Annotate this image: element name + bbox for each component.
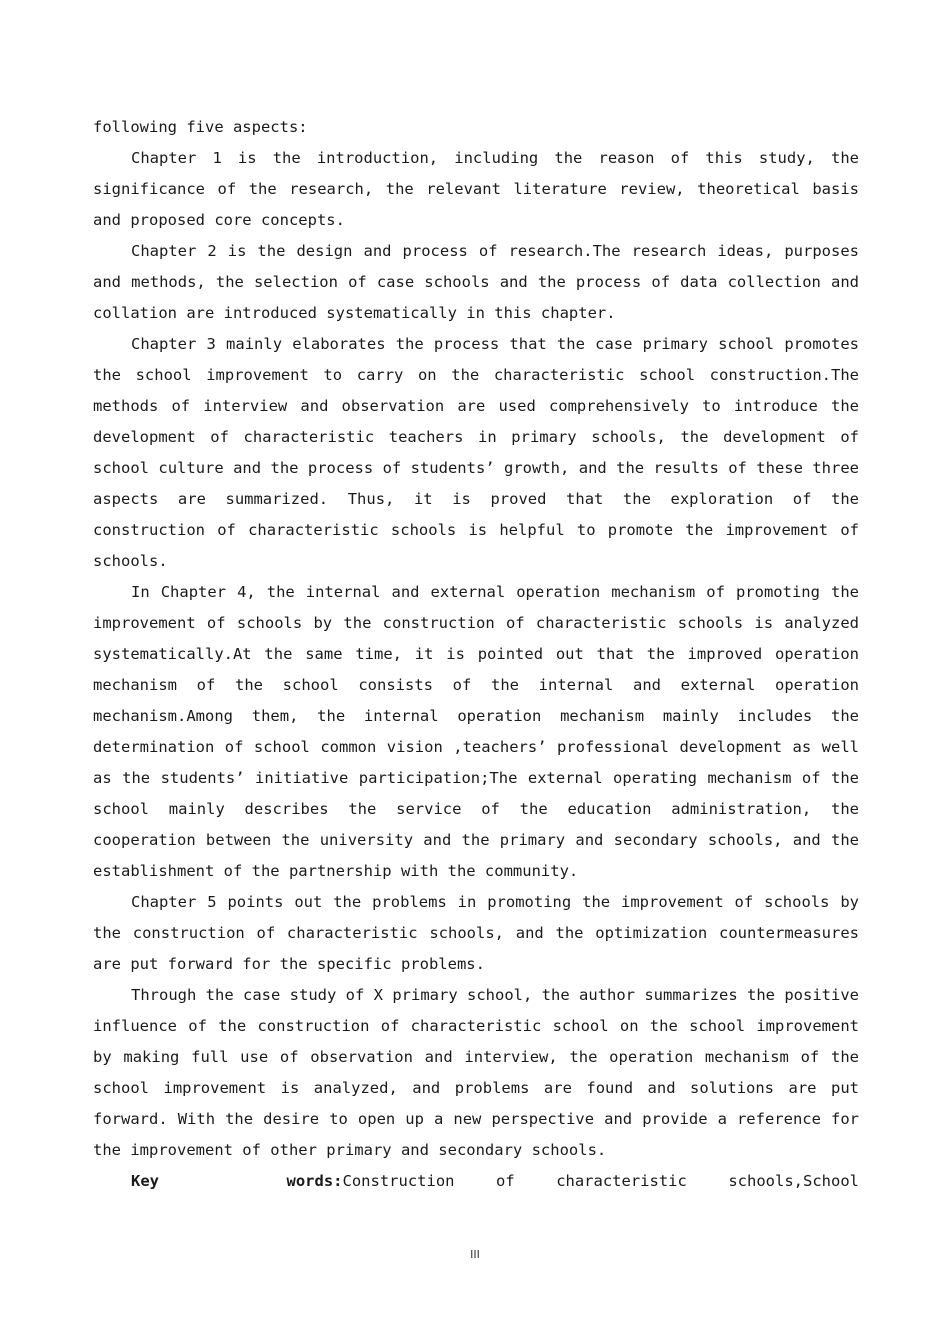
paragraph-chapter-1: Chapter 1 is the introduction, including the reason of this study, the significance of the research, the relevant literature review, theoretical basis and proposed core concepts. xyxy=(93,149,859,229)
document-body xyxy=(93,112,859,1197)
paragraph-chapter-5: Chapter 5 points out the problems in promoting the improvement of schools by the construction of characteristic schools, and the optimization countermeasures are put forward for the specific problems. xyxy=(93,893,859,973)
keywords-text: Construction of characteristic schools,School xyxy=(342,1172,859,1190)
keywords-label: Key words: xyxy=(131,1172,343,1190)
paragraph-chapter-4: In Chapter 4, the internal and external operation mechanism of promoting the improvement of schools by the construction of characteristic schools is analyzed systematically.At the same time, it is pointed out that the improved operation mechanism of the school consists of the internal and external operation mechanism.Among them, the internal operation mechanism mainly includes the determination of school common vision ,teachers’ professional development as well as the students’ initiative participation;The external operating mechanism of the school mainly describes the service of the education administration, the cooperation between the university and the primary and secondary schools, and the establishment of the partnership with the community. xyxy=(93,583,859,880)
paragraph-chapter-2: Chapter 2 is the design and process of research.The research ideas, purposes and methods, the selection of case schools and the process of data collection and collation are introduced systematically in this chapter. xyxy=(93,242,859,322)
paragraph-intro-continuation: following five aspects: xyxy=(93,118,308,136)
keywords-line xyxy=(93,1166,859,1197)
page-number: III xyxy=(470,1248,480,1261)
paragraph-conclusion: Through the case study of X primary school, the author summarizes the positive influence of the construction of characteristic school on the school improvement by making full use of observation and interview, the operation mechanism of the school improvement is analyzed, and problems are found and solutions are put forward. With the desire to open up a new perspective and provide a reference for the improvement of other primary and secondary schools. xyxy=(93,986,859,1159)
paragraph-chapter-3: Chapter 3 mainly elaborates the process that the case primary school promotes the school improvement to carry on the characteristic school construction.The methods of interview and observation are used comprehensively to introduce the development of characteristic teachers in primary schools, the development of school culture and the process of students’ growth, and the results of these three aspects are summarized. Thus, it is proved that the exploration of the construction of characteristic schools is helpful to promote the improvement of schools. xyxy=(93,335,859,570)
